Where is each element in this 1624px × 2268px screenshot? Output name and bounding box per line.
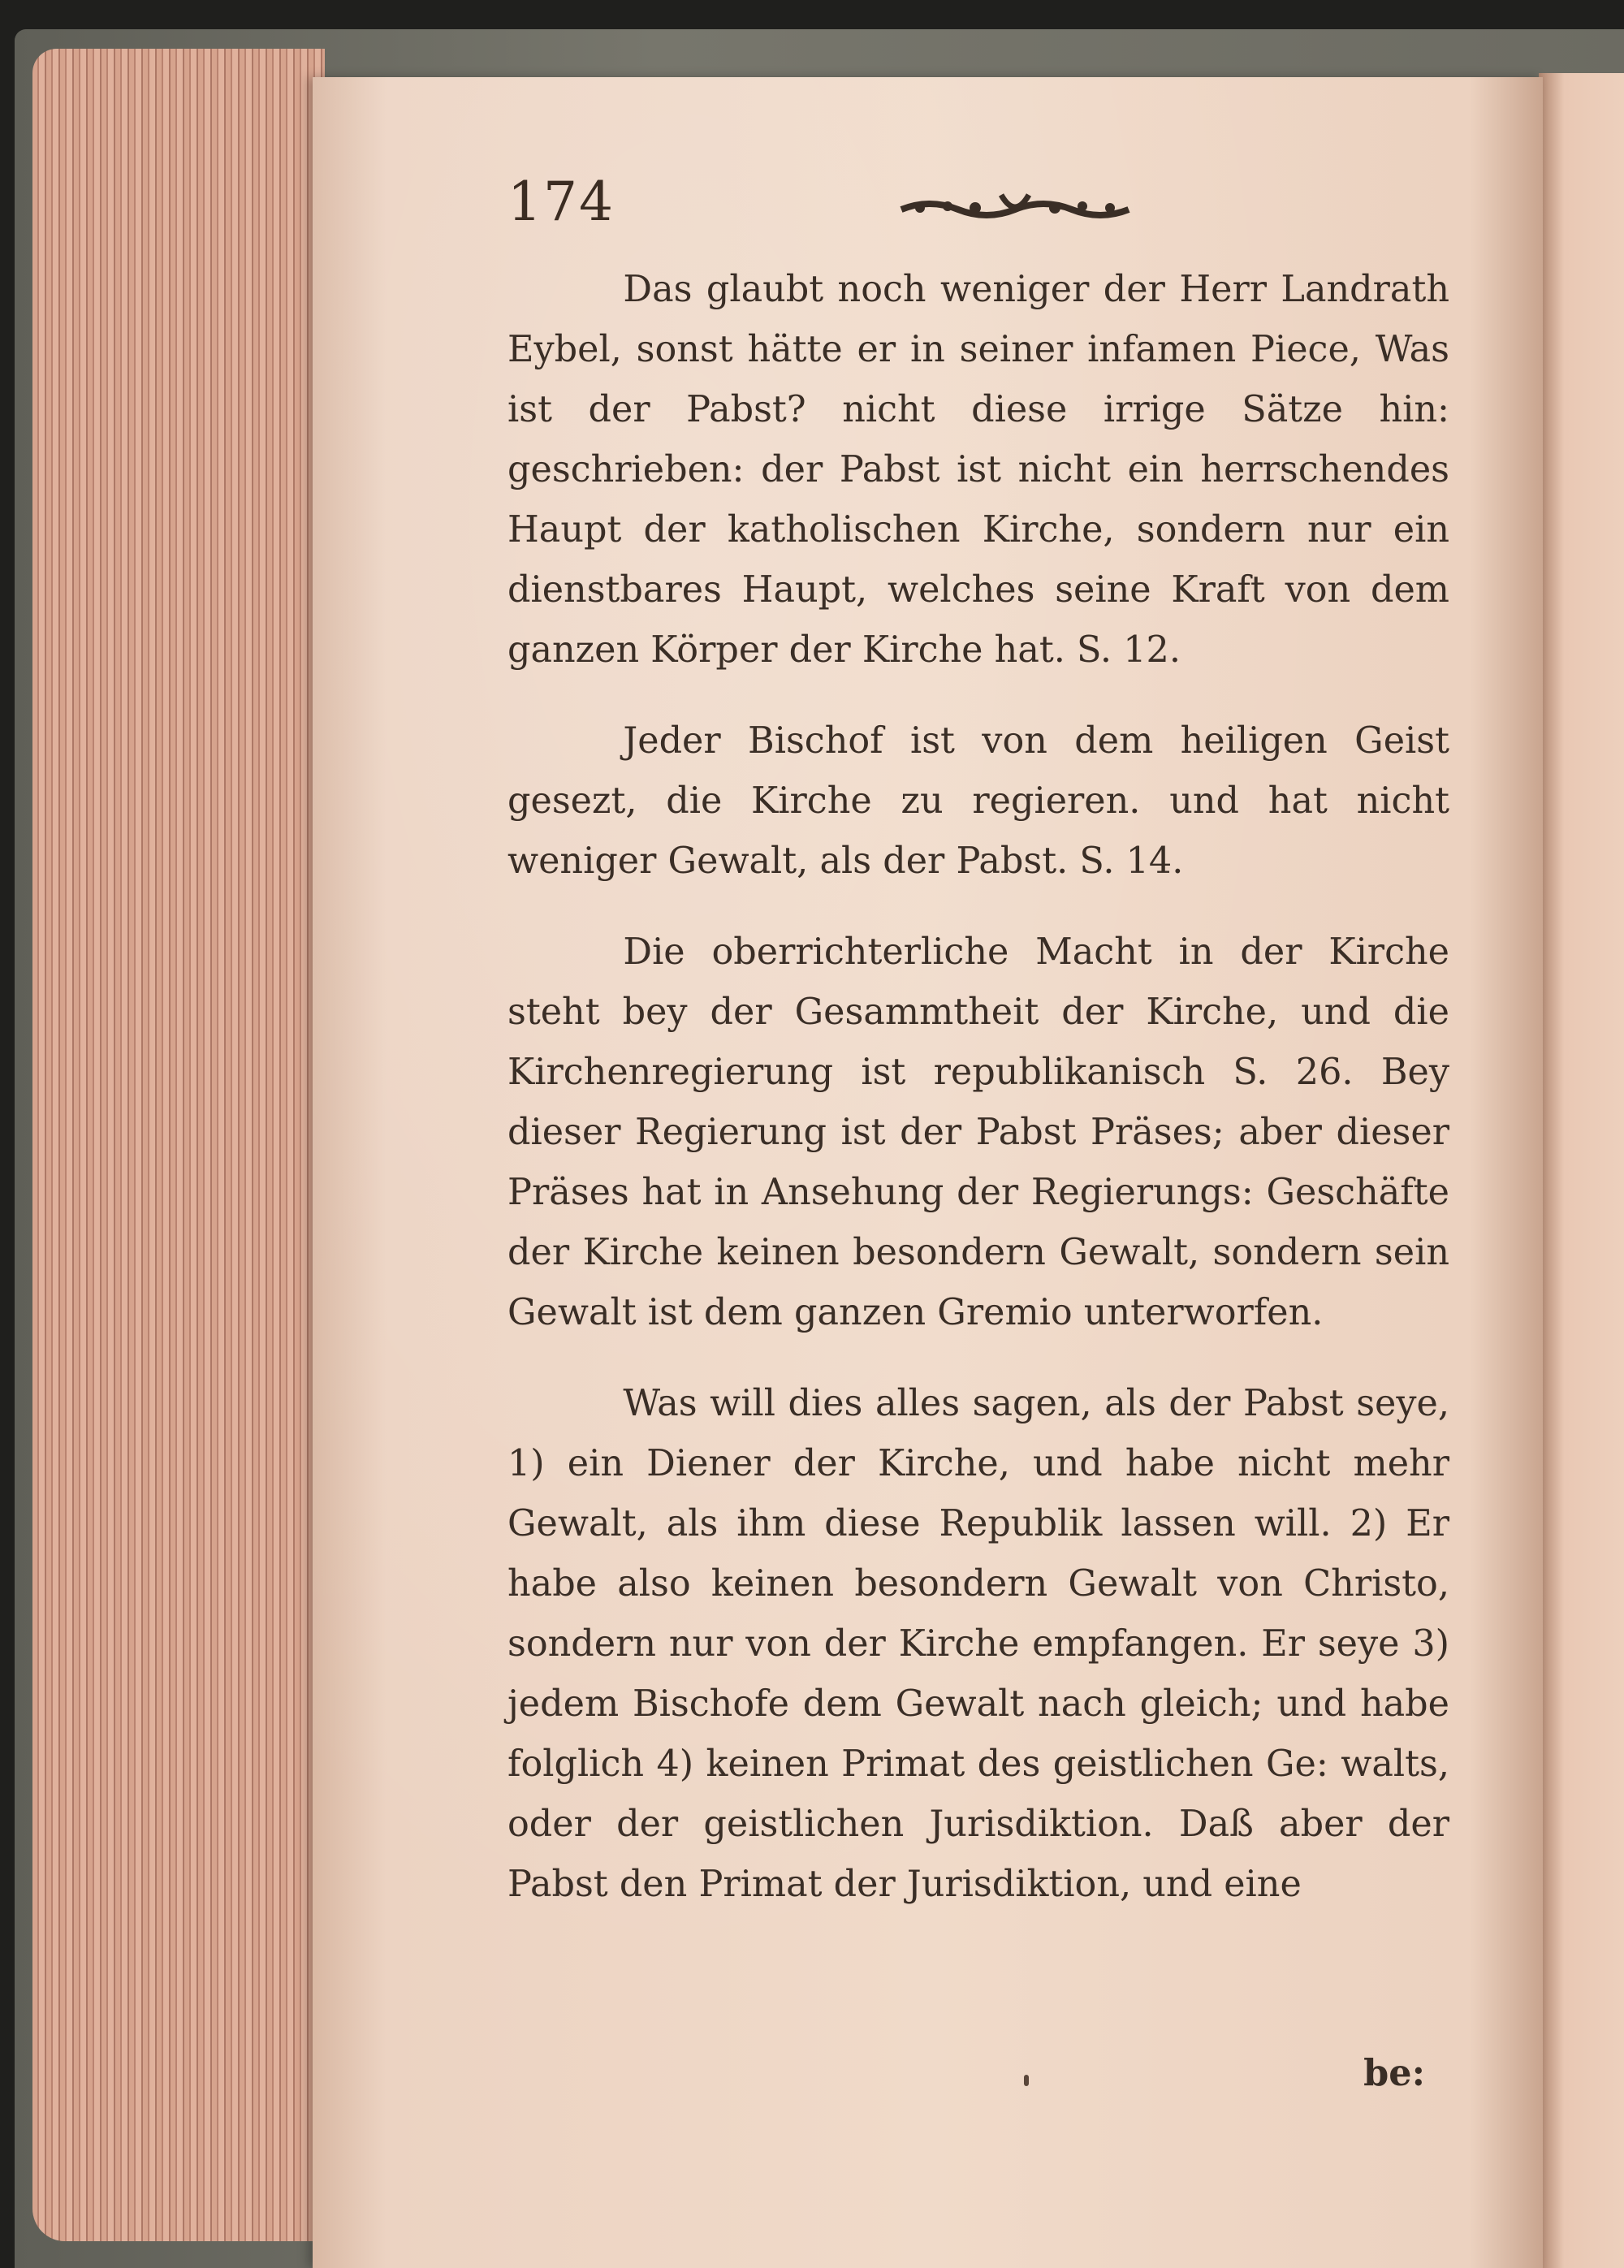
- paragraph-4: Was will dies alles sagen, als der Pabst seye, 1) ein Diener der Kirche, und habe nicht mehr Gewalt, als ihm diese Republik lassen will. 2) Er habe also keinen besondern Gewalt von Christo, sondern nur von der Kirche empfangen. Er seye 3) jedem Bischofe dem Gewalt nach gleich; und habe folglich 4) keinen Primat des geistlichen Ge: walts, oder der geistlichen Jurisdiktion. Daß aber der Pabst den Primat der Jurisdiktion, und eine: [508, 1383, 1449, 1905]
- paragraph-3: Die oberrichterliche Macht in der Kirche steht bey der Gesammtheit der Kirche, und die Kirchenregierung ist republikanisch S. 26. Bey dieser Regierung ist der Pabst Präses; aber dieser Präses hat in Ansehung der Regierungs: Geschäfte der Kirche keinen besondern Gewalt, sondern sein Gewalt ist dem ganzen Gremio unterworfen.: [508, 931, 1449, 1333]
- book-page: [313, 77, 1543, 2268]
- header-ornament-icon: [897, 188, 1133, 225]
- facing-page-edge: [1539, 73, 1624, 2268]
- catchword: be:: [1363, 2052, 1425, 2094]
- paragraph-1: Das glaubt noch weniger der Herr Landrath Eybel, sonst hätte er in seiner infamen Piece, Was ist der Pabst? nicht diese irrige Sätze hin: geschrieben: der Pabst ist nicht ein herrschendes Haupt der katholischen Kirche, sondern nur ein dienstbares Haupt, welches seine Kraft von dem ganzen Körper der Kirche hat. S. 12.: [508, 269, 1449, 671]
- ink-speck: [1024, 2075, 1029, 2086]
- body-text: [508, 260, 1449, 1915]
- page-number: 174: [508, 171, 615, 233]
- paragraph-2: Jeder Bischof ist von dem heiligen Geist gesezt, die Kirche zu regieren. und hat nicht weniger Gewalt, als der Pabst. S. 14.: [508, 720, 1449, 882]
- page-header: [508, 171, 1445, 260]
- page-edges-stack: [32, 49, 325, 2241]
